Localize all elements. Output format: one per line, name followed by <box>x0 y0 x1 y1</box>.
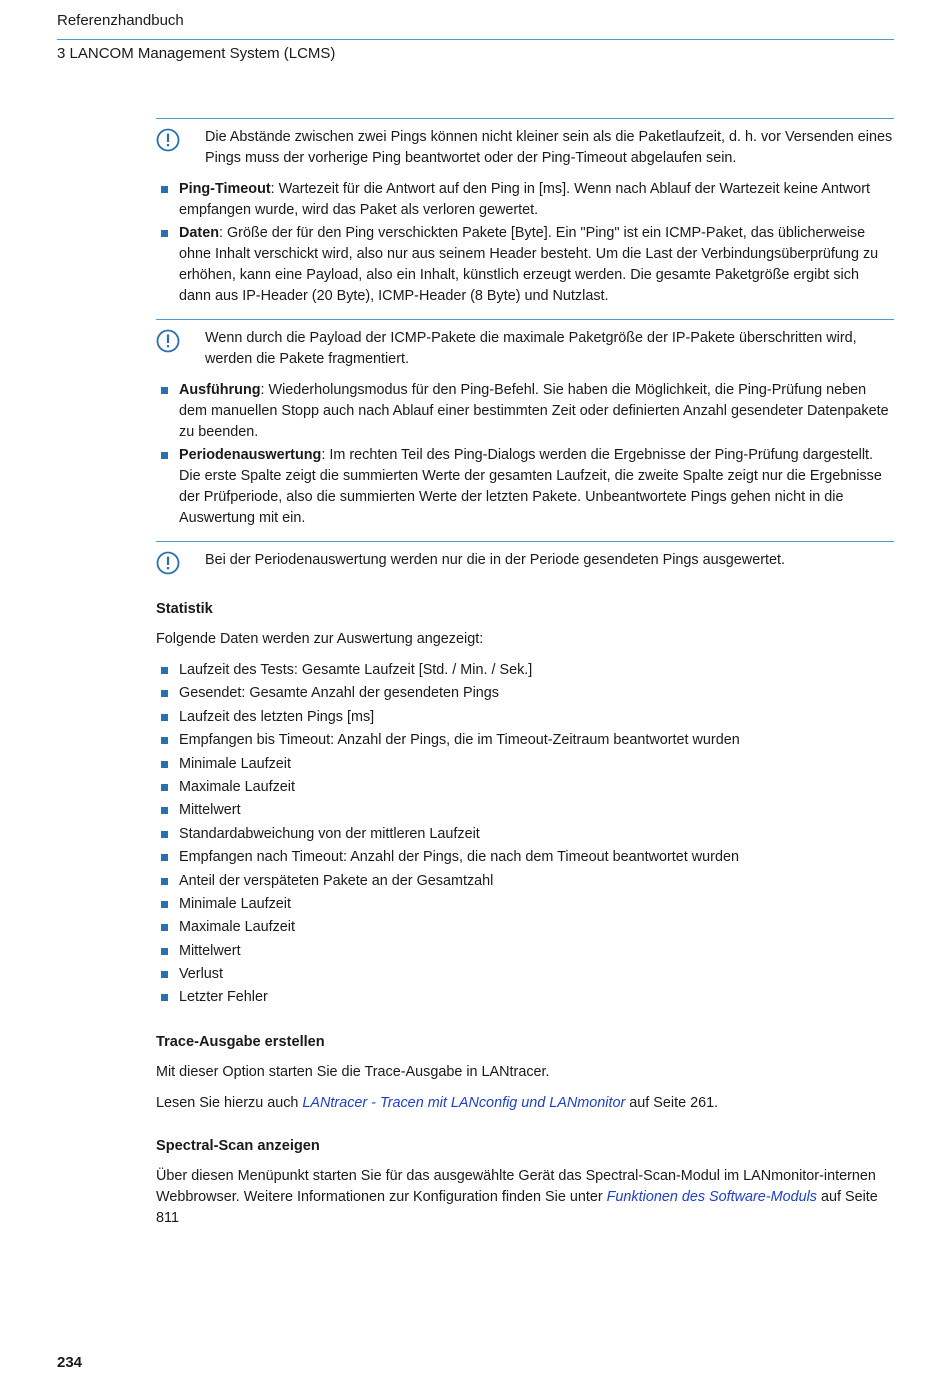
spectral-paragraph <box>156 1166 894 1229</box>
note-text-3: Bei der Periodenauswertung werden nur die in der Periode gesendeten Pings ausgewertet. <box>205 552 785 568</box>
list-item: Anteil der verspäteten Pakete an der Gesamtzahl <box>156 871 894 892</box>
list-item: Minimale Laufzeit <box>156 754 894 775</box>
running-header-chapter: 3 LANCOM Management System (LCMS) <box>57 45 336 62</box>
page-content <box>156 118 894 1239</box>
list-item: Gesendet: Gesamte Anzahl der gesendeten Pings <box>156 683 894 704</box>
term-ausfuehrung: Ausführung <box>179 382 261 398</box>
trace-heading: Trace-Ausgabe erstellen <box>156 1034 325 1051</box>
note-box-1 <box>156 118 894 169</box>
note-box-3 <box>156 541 894 571</box>
trace-paragraph-2 <box>156 1093 894 1114</box>
running-header-title: Referenzhandbuch <box>57 12 184 29</box>
list-item: Mittelwert <box>156 800 894 821</box>
list-item-daten <box>156 223 894 307</box>
term-ping-timeout: Ping-Timeout <box>179 181 271 197</box>
spectral-paragraph-post: auf Seite 811 <box>156 1189 878 1227</box>
note-text-1: Die Abstände zwischen zwei Pings können nicht kleiner sein als die Paketlaufzeit, d. h. vor Versenden eines Pings muss der vorherige Ping beantwortet oder der Ping-Timeout abgelaufen sein. <box>205 129 893 166</box>
list-item-ping-timeout <box>156 179 894 221</box>
exclamation-circle-icon <box>156 128 180 152</box>
header-rule <box>57 39 894 40</box>
list-item: Standardabweichung von der mittleren Laufzeit <box>156 824 894 845</box>
desc-ping-timeout: : Wartezeit für die Antwort auf den Ping in [ms]. Wenn nach Ablauf der Wartezeit keine Antwort empfangen wurde, wird das Paket als verloren gewertet. <box>179 181 871 218</box>
list-item: Letzter Fehler <box>156 987 894 1008</box>
list-item: Laufzeit des letzten Pings [ms] <box>156 707 894 728</box>
parameter-list-1 <box>156 179 894 307</box>
list-item: Mittelwert <box>156 941 894 962</box>
note-box-2 <box>156 319 894 370</box>
desc-daten: : Größe der für den Ping verschickten Pakete [Byte]. Ein "Ping" ist ein ICMP-Paket, das üblicherweise ohne Inhalt verschickt wird, also nur aus seinem Header besteht. Um die Last der Verbindungsüberprüfung zu erhöhen, kann eine Payload, also ein Inhalt, künstlich erzeugt werden. Die gesamte Paketgröße ergibt sich dann aus IP-Header (20 Byte), ICMP-Header (8 Byte) und Nutzlast. <box>179 225 879 304</box>
exclamation-circle-icon <box>156 551 180 575</box>
trace-paragraph-2-pre: Lesen Sie hierzu auch <box>156 1095 303 1112</box>
trace-paragraph-2-post: auf Seite 261. <box>625 1095 719 1112</box>
statistik-heading: Statistik <box>156 601 213 617</box>
list-item-periodenauswertung <box>156 445 894 529</box>
list-item: Laufzeit des Tests: Gesamte Laufzeit [Std. / Min. / Sek.] <box>156 660 894 681</box>
parameter-list-2 <box>156 380 894 529</box>
list-item: Verlust <box>156 964 894 985</box>
statistik-intro: Folgende Daten werden zur Auswertung angezeigt: <box>156 631 484 647</box>
desc-periodenauswertung: : Im rechten Teil des Ping-Dialogs werden die Ergebnisse der Ping-Prüfung dargestellt. Die erste Spalte zeigt die summierten Werte der gesamten Laufzeit, die zweite Spalte zeigt nur die Ergebnisse der Prüfperiode, also die summierten Werte der letzten Pakete. Unbeantwortete Pings gehen nicht in die Auswertung mit ein. <box>179 447 882 526</box>
list-item: Maximale Laufzeit <box>156 917 894 938</box>
page-number: 234 <box>57 1354 83 1371</box>
software-module-link[interactable]: Funktionen des Software-Moduls <box>606 1189 817 1206</box>
trace-paragraph-1: Mit dieser Option starten Sie die Trace-Ausgabe in LANtracer. <box>156 1064 550 1081</box>
list-item-ausfuehrung <box>156 380 894 443</box>
spectral-heading: Spectral-Scan anzeigen <box>156 1138 320 1155</box>
desc-ausfuehrung: : Wiederholungsmodus für den Ping-Befehl. Sie haben die Möglichkeit, die Ping-Prüfung neben dem manuellen Stopp auch nach Ablauf einer bestimmten Zeit oder definierten Anzahl gesendeter Datenpakete zu beenden. <box>179 382 889 440</box>
term-periodenauswertung: Periodenauswertung <box>179 447 322 463</box>
lantracer-link[interactable]: LANtracer - Tracen mit LANconfig und LANmonitor <box>302 1095 626 1112</box>
spectral-paragraph-pre: Über diesen Menüpunkt starten Sie für das ausgewählte Gerät das Spectral-Scan-Modul im LANmonitor-internen Webbrowser. Weitere Informationen zur Konfiguration finden Sie unter <box>156 1168 876 1206</box>
statistik-list <box>156 660 894 1008</box>
list-item: Minimale Laufzeit <box>156 894 894 915</box>
list-item: Empfangen nach Timeout: Anzahl der Pings, die nach dem Timeout beantwortet wurden <box>156 847 894 868</box>
list-item: Maximale Laufzeit <box>156 777 894 798</box>
exclamation-circle-icon <box>156 329 180 353</box>
list-item: Empfangen bis Timeout: Anzahl der Pings, die im Timeout-Zeitraum beantwortet wurden <box>156 730 894 751</box>
note-text-2: Wenn durch die Payload der ICMP-Pakete die maximale Paketgröße der IP-Pakete überschritten wird, werden die Pakete fragmentiert. <box>205 330 857 367</box>
term-daten: Daten <box>179 225 219 241</box>
